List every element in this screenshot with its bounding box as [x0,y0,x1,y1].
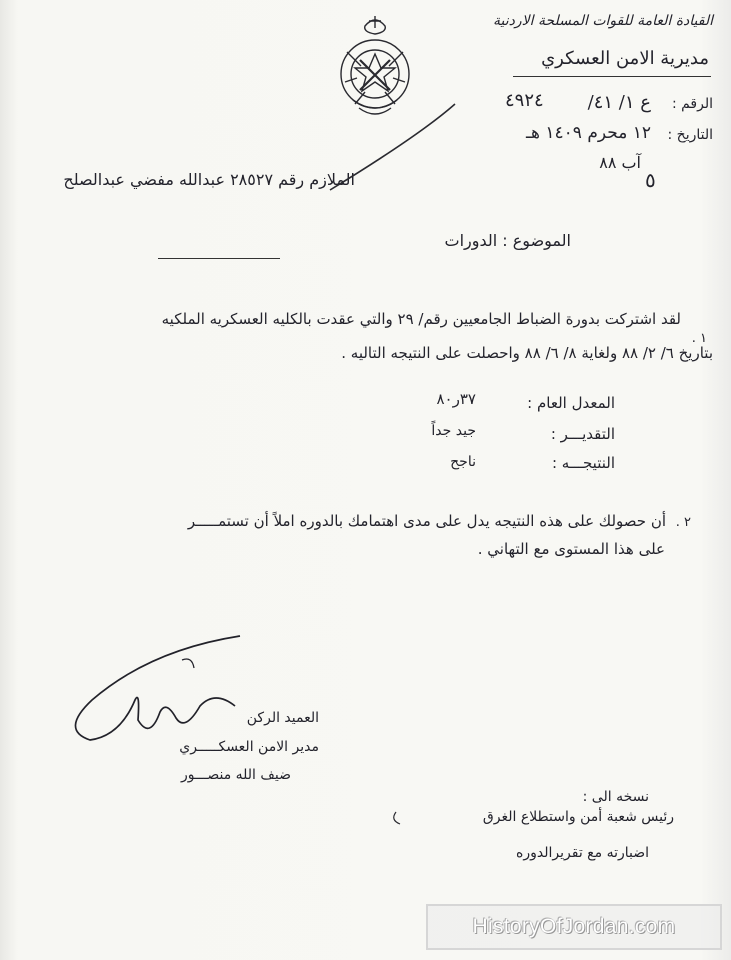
reference-label: الرقم : [671,96,713,112]
reference-number: ٤٩٢٤ [505,90,544,111]
reference-value: ع ١/ ٤١/ [587,92,651,113]
result-value-outcome: ناجح [450,454,476,470]
result-label-grade: التقديـــر : [550,425,615,443]
header-command-title: القيادة العامة للقوات المسلحة الاردنية [493,13,713,29]
signature-scribble [75,636,240,740]
signature-rank: العميد الركن [246,710,319,726]
date-gregorian: آب ٨٨ [599,153,641,172]
subject-line: الموضوع : الدورات [444,231,571,250]
recipient-line: الملازم رقم ٢٨٥٢٧ عبدالله مفضي عبدالصلح [63,170,355,189]
result-value-average: ٣٧ر٨٠ [436,390,476,408]
signature-name: ضيف الله منصـــور [181,767,291,783]
paragraph-1-line-2: بتاريخ ٦/ ٢/ ٨٨ ولغاية ٨/ ٦/ ٨٨ واحصلت على النتيجه التاليه . [341,344,713,362]
paragraph-2-number: ٢ . [675,515,691,530]
result-value-grade: جيد جداً [431,423,476,439]
diagonal-pen-stroke [330,104,455,190]
date-hijri: ١٢ محرم ١٤٠٩ هـ [526,123,651,143]
paragraph-2-line-1: أن حصولك على هذه النتيجه يدل على مدى اهتمامك بالدوره املاً أن تستمـــــر [187,512,666,530]
header-directorate-title: مديرية الامن العسكري [541,48,709,69]
site-watermark: HistoryOfJordan.com [426,904,722,950]
handwritten-mark: ٥ [645,168,656,192]
paragraph-1-number: ١ . [691,331,707,346]
date-label: التاريخ : [667,127,713,143]
signature-tick [182,659,194,668]
paragraph-2-line-2: على هذا المستوى مع التهاني . [477,540,665,558]
result-label-average: المعدل العام : [527,394,615,412]
signature-title: مدير الامن العسكـــــري [179,739,319,755]
copy-recipient-1: رئيس شعبة أمن واستطلاع الغرق [482,809,674,825]
result-label-outcome: النتيجـــه : [551,454,615,472]
copies-pen-stroke [394,812,400,824]
copies-heading: نسخه الى : [582,789,649,805]
paragraph-1-line-1: لقد اشتركت بدورة الضباط الجامعيين رقم/ ٢٩ والتي عقدت بالكليه العسكريه الملكيه [161,310,681,328]
copy-recipient-2: اضبارته مع تقريرالدوره [516,845,649,861]
